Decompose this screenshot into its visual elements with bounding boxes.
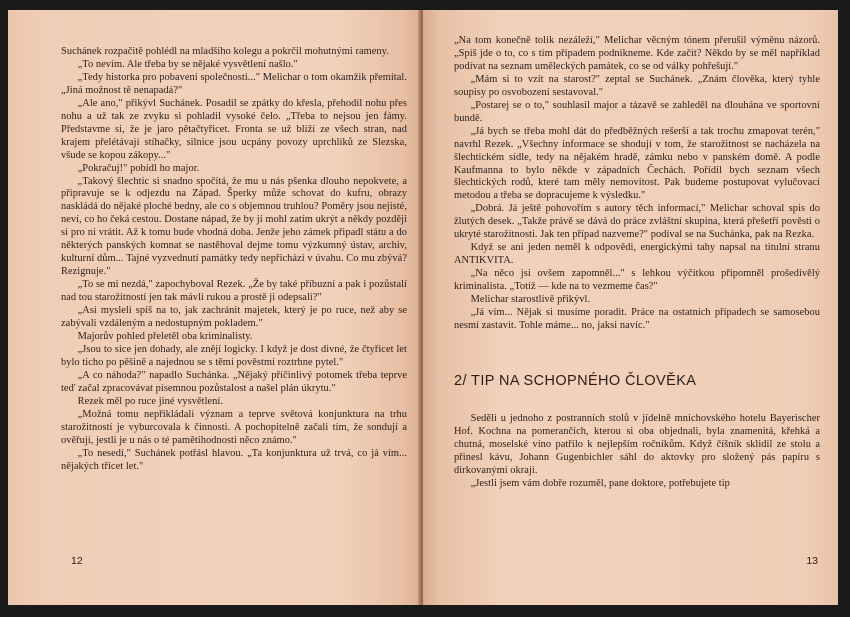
paragraph: „Pokračuj!" pobídl ho major.: [77, 162, 200, 174]
paragraph: „Takový šlechtic si snadno spočítá, že mu u nás pšenka dlouho nepokvete, a připravuje se k odjezdu na Západ. Šperky může schovat do kufru, obrazy naskládá do nějaké ploché bedny, ale co s objemnou truhlou? Poměry jsou nejisté, neví, co ho čeká cestou. Dostane nápad, že by jí mohl zatím ukrýt a někdy později si pro ni vrátit. Až k tomu bude vhodná doba. Jenže jeho zámek připadl státu a do některých panských komnat se nastěhoval dejme tomu výzkumný ústav, archiv, kulturní dům... Tajné vyzvednutí památky tedy nepřichází v úvahu. Co mu zbývá? Rezignuje.": [61, 175, 407, 278]
left-page-text: [61, 46, 407, 473]
paragraph: „Mám si to vzít na starost?" zeptal se Suchánek. „Znám člověka, který tyhle soupisy po osvobození sestavoval.": [454, 73, 820, 98]
paragraph: „To nevím. Ale třeba by se nějaké vysvětlení našlo.": [77, 58, 298, 70]
paragraph: „Asi mysleli spíš na to, jak zachránit majetek, který je po ruce, než aby se zabývali vzdáleným a nedostupným pokladem.": [61, 305, 407, 330]
paragraph: „Dobrá. Já ještě pohovořím s autory těch informací," Melichar schoval spis do žlutých desek. „Takže právě se dává do práce zvláštní skupina, která přešetří pověsti o ukryté starožitnosti. Jak ten případ nazveme?" podíval se na Suchánka, pak na Rezka.: [454, 203, 820, 241]
paragraph: „Postarej se o to," souhlasil major a tázavě se zahleděl na dlouhána ve sportovní bundě.: [454, 99, 820, 124]
paragraph: „Možná tomu nepřikládali význam a teprve světová konjunktura na trhu starožitností je vyburcovala k činnosti. A pochopitelně začali tím, že sondují a ověřují, jestli je u nás o té pamětihodnosti něco známo.": [61, 408, 407, 446]
chapter-heading: 2/ TIP NA SCHOPNÉHO ČLOVĚKA: [454, 372, 697, 389]
paragraph: „To se mi nezdá," zapochyboval Rezek. „Že by také příbuzní a pak i pozůstalí nad tou starožitností jen tak mávli rukou a prostě ji odepsali?": [61, 279, 407, 304]
right-page: [423, 10, 838, 605]
paragraph: „Tedy historka pro pobavení společnosti..." Melichar o tom okamžik přemítal. „Jiná možnost tě nenapadá?": [61, 71, 407, 96]
paragraph: „Na tom konečně tolik nezáleží," Melichar věcným tónem přerušil výměnu názorů. „Spíš jde o to, co s tím případem podnikneme. Kde začít? Někdo by se měl například podívat na seznam uměleckých památek, co se od války pohřešují.": [454, 35, 820, 72]
right-page-text: [454, 35, 820, 491]
paragraph: Rezek měl po ruce jiné vysvětlení.: [77, 395, 224, 407]
left-page: [8, 10, 421, 605]
paragraph: „Na něco jsi ovšem zapomněl..." s lehkou výčitkou připomněl prošedivělý kriminalista. „Totiž — kde na to vezmeme čas?": [454, 268, 820, 293]
paragraph: Suchánek rozpačitě pohlédl na mladšího kolegu a pokrčil mohutnými rameny.: [61, 46, 389, 57]
paragraph: „Jestli jsem vám dobře rozuměl, pane doktore, potřebujete tip: [470, 477, 730, 489]
book-spread: [8, 10, 838, 605]
paragraph: Když se ani jeden neměl k odpovědi, energickými tahy napsal na titulní stranu ANTIKVITA.: [454, 242, 820, 267]
paragraph: „Jsou to sice jen dohady, ale znějí logicky. I když je dost divné, že čtyřicet let bylo ticho po pěšině a najednou se s těmi pověstmi roztrhne pytel.": [61, 343, 407, 368]
paragraph: Majorův pohled přeletěl oba kriminalisty.: [77, 330, 253, 342]
page-number-right: 13: [806, 555, 818, 567]
paragraph: „To nesedí," Suchánek potřásl hlavou. „Ta konjunktura už trvá, co já vím... nějakých třicet let.": [61, 447, 407, 472]
paragraph: Melichar starostlivě přikývl.: [470, 294, 591, 306]
page-number-left: 12: [71, 555, 83, 567]
paragraph: „Ale ano," přikývl Suchánek. Posadil se zpátky do křesla, přehodil nohu přes nohu a už tak ze zvyku si pohladil vysoké čelo. „Třeba to nejsou jen fámy. Představme si, že je jaro pětačtyřicet. Fronta se už blíží ze všech stran, nad krajem přelétávají stíhačky, silnice jsou ucpány povozy uprchlíků ze Slezska, všude se kopou zákopy...": [61, 97, 407, 161]
paragraph: „Já bych se třeba mohl dát do předběžných rešerší a tak trochu zmapovat terén," navrhl Rezek. „Všechny informace se shodují v tom, že starožitnost se nacházela na šlechtickém sídle, tedy na nějakém hradě, zámku nebo v panském domě. A podle Kaufmanna to bylo někde v západních Čechách. Pořídil bych seznam všech šlechtických rodů, které tam měly nemovitost. Pak budeme postupovat vylučovací metodou a třeba se dopracujeme k výsledku.": [454, 125, 820, 202]
paragraph: „A co náhoda?" napadlo Suchánka. „Nějaký příčinlivý potomek třeba teprve teď začal zpracovávat písemnou pozůstalost a našel plán úkrytu.": [61, 369, 407, 394]
paragraph: Seděli u jednoho z postranních stolů v jídelně mnichovského hotelu Bayerischer Hof. Kochna na pomerančích, kterou si oba objednali, byla znamenitá, křehká a chutná, moselské víno patřilo k nejlepším ročníkům. Když číšník sklidil ze stolu a přinesl kávu, Johann Gugenbichler sáhl do aktovky pro složený pás papíru s dirkovanými okraji.: [454, 412, 820, 476]
paragraph: „Já vím... Nějak si musíme poradit. Práce na ostatních případech se samosebou nesmí zastavit. Tohle máme... no, jaksi navíc.": [454, 307, 820, 331]
